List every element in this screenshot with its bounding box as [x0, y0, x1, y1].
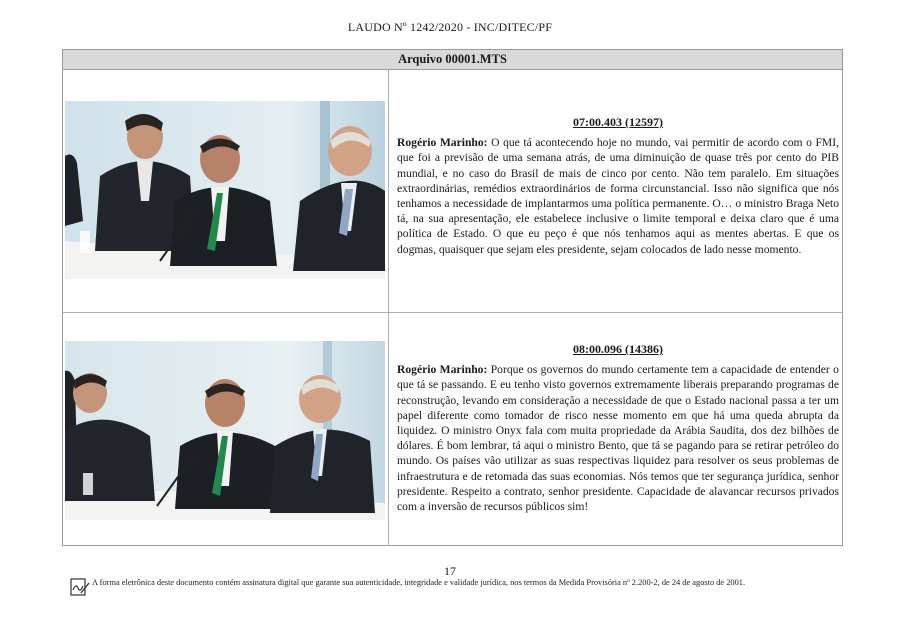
speaker-name: Rogério Marinho:	[397, 136, 488, 150]
speaker-name: Rogério Marinho:	[397, 363, 488, 377]
document-header: LAUDO Nº 1242/2020 - INC/DITEC/PF	[347, 20, 553, 34]
transcript-text	[397, 362, 839, 514]
page-number: 17	[444, 564, 456, 578]
timestamp: 08:00.096 (14386)	[573, 342, 663, 356]
footer-notice	[70, 577, 840, 588]
transcript-table	[62, 49, 843, 546]
digital-signature-icon	[70, 577, 90, 597]
transcript-cell	[397, 115, 839, 257]
timestamp: 07:00.403 (12597)	[573, 115, 663, 129]
meeting-photo-icon	[65, 101, 385, 279]
transcript-text	[397, 135, 839, 257]
transcript-cell	[397, 342, 839, 514]
transcript-row-1	[63, 70, 842, 313]
meeting-photo-icon	[65, 341, 385, 520]
transcript-row-2	[63, 314, 842, 545]
speech-text: Porque os governos do mundo certamente tem a capacidade de entender o que tá se passando. E eu tenho visto governos extremamente liberais preparando programas de reconstrução, levando em consideração a necessidade de que o Estado nacional passa a ter um papel diferente como tomador de risco nesse momento em que há uma queda abrupta da liquidez. O ministro Onyx fala com muita propriedade da Arábia Saudita, dos dez bilhões de dólares. É bom lembrar, tá aqui o ministro Bento, que tá se pagando para se retirar petróleo do mundo. Os países vão utilizar as suas respectivas liquidez para resolver os seus problemas de infraestrutura e de retomada das suas economias. Nós temos que ter segurança jurídica, senhor presidente. Respeito a contrato, senhor presidente. Capacidade de alavancar recursos privados com a inversão de recursos públicos sim!	[397, 363, 839, 514]
table-header-file-name: Arquivo 00001.MTS	[63, 50, 842, 70]
footer-text: A forma eletrônica deste documento contém assinatura digital que garante sua autenticidade, integridade e validade jurídica, nos termos da Medida Provisória nº 2.200-2, de 24 de agosto de 2001.	[92, 578, 746, 587]
speech-text: O que tá acontecendo hoje no mundo, vai permitir de acordo com o FMI, que foi a previsão de uma semana atrás, de uma diminuição de quase três por cento do PIB mundial, e no caso do Brasil de mais de cinco por cento. Não tem paralelo. Em situações extraordinárias, remédios extraordinários de forma circunstancial. Isso não significa que nós tenhamos a necessidade de implantarmos uma política permanente. O… o ministro Braga Neto tá, na sua apresentação, ele estabelece inclusive o limite temporal e deixa claro que é uma política de Estado. O que eu peço é que nós tenhamos aqui as mentes abertas. E que os dogmas, quaisquer que sejam eles presidente, sejam colocados de lado nesse momento.	[397, 136, 840, 256]
